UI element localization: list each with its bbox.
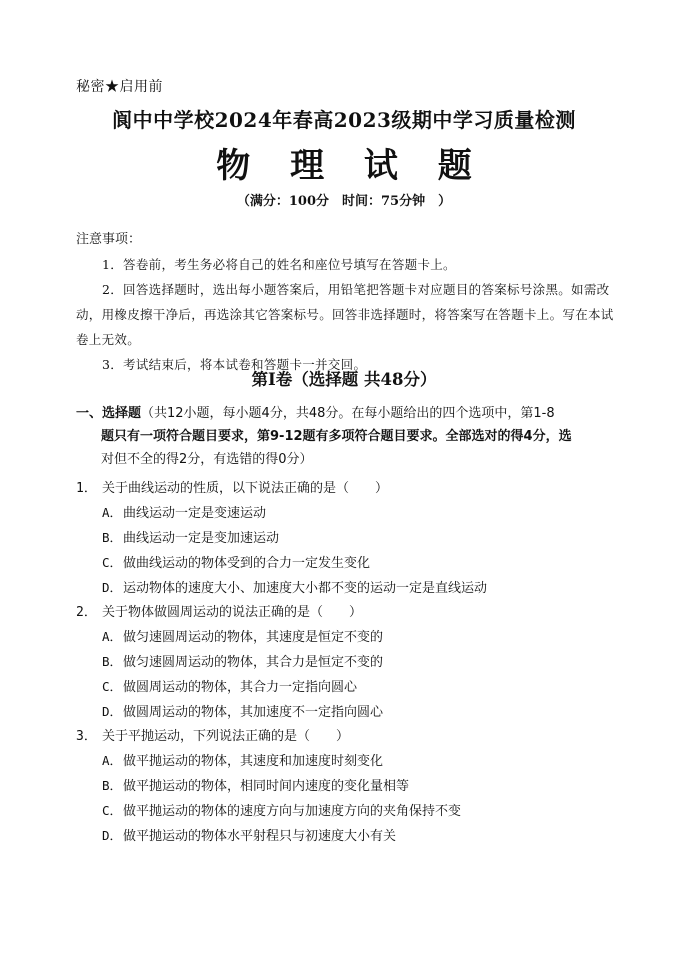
option-label: A． (102, 505, 123, 520)
notes-item: 2．回答选择题时，选出每小题答案后，用铅笔把答题卡对应题目的答案标号涂黑。如需改动，用橡皮擦干净后，再选涂其它答案标号。回答非选择题时，将答案写在答题卡上。写在本试卷上无效。 (76, 282, 614, 347)
notes-block (76, 227, 616, 377)
option-text: 曲线运动一定是变速运动 (123, 506, 267, 521)
option-text: 做平抛运动的物体的速度方向与加速度方向的夹角保持不变 (123, 804, 462, 819)
subject-title: 物 理 试 题 (216, 146, 486, 186)
option-text: 做平抛运动的物体，相同时间内速度的变化量相等 (123, 779, 410, 794)
option-b (76, 650, 621, 675)
option-label: B． (102, 778, 123, 793)
notes-item: 3．考试结束后，将本试卷和答题卡一并交回。 (102, 357, 367, 372)
notes-heading: 注意事项： (76, 232, 142, 247)
section-line: 对但不全的得2分，有选错的得0分） (101, 452, 313, 467)
question-number: 3． (76, 729, 97, 744)
question-stem (76, 477, 621, 501)
school-exam-title: 阆中中学校2024年春高2023级期中学习质量检测 (112, 108, 576, 132)
option-c (76, 551, 621, 576)
question-item (76, 477, 621, 601)
question-number: 2． (76, 605, 97, 620)
option-c (76, 675, 621, 700)
part-title: 第Ⅰ卷（选择题 共48分） (251, 370, 437, 389)
option-text: 运动物体的速度大小、加速度大小都不变的运动一定是直线运动 (123, 581, 488, 596)
section-lead: 一、选择题 (76, 406, 142, 421)
question-list (76, 477, 621, 849)
option-label: D． (102, 580, 123, 595)
question-text: 关于平抛运动，下列说法正确的是（ ） (102, 729, 350, 744)
question-text: 关于曲线运动的性质，以下说法正确的是（ ） (102, 481, 389, 496)
section-line (76, 402, 621, 425)
option-c (76, 799, 621, 824)
confidential-label: 秘密★启用前 (76, 79, 163, 95)
question-item (76, 601, 621, 725)
option-text: 曲线运动一定是变加速运动 (123, 531, 280, 546)
option-d (76, 824, 621, 849)
notes-item: 1．答卷前，考生务必将自己的姓名和座位号填写在答题卡上。 (102, 257, 456, 272)
option-label: A． (102, 629, 123, 644)
question-stem (76, 601, 621, 625)
option-b (76, 526, 621, 551)
section-line: 题只有一项符合题目要求，第9-12题有多项符合题目要求。全部选对的得4分，选 (101, 429, 572, 444)
option-label: C． (102, 679, 123, 694)
option-label: D． (102, 828, 123, 843)
option-label: B． (102, 530, 123, 545)
question-stem (76, 725, 621, 749)
question-item (76, 725, 621, 849)
option-label: D． (102, 704, 123, 719)
exam-info: （满分：100分 时间：75分钟 ） (236, 194, 452, 209)
option-a (76, 625, 621, 650)
option-text: 做圆周运动的物体，其加速度不一定指向圆心 (123, 705, 384, 720)
option-text: 做匀速圆周运动的物体，其速度是恒定不变的 (123, 630, 384, 645)
option-d (76, 700, 621, 725)
option-text: 做曲线运动的物体受到的合力一定发生变化 (123, 556, 371, 571)
section-text: （共12小题，每小题4分，共48分。在每小题给出的四个选项中，第1-8 (141, 406, 555, 421)
question-text: 关于物体做圆周运动的说法正确的是（ ） (102, 605, 363, 620)
option-text: 做平抛运动的物体水平射程只与初速度大小有关 (123, 829, 397, 844)
option-d (76, 576, 621, 601)
option-a (76, 501, 621, 526)
section-instructions (76, 402, 621, 471)
option-text: 做匀速圆周运动的物体，其合力是恒定不变的 (123, 655, 384, 670)
question-number: 1． (76, 481, 97, 496)
option-label: C． (102, 555, 123, 570)
option-label: C． (102, 803, 123, 818)
option-a (76, 749, 621, 774)
option-text: 做平抛运动的物体，其速度和加速度时刻变化 (123, 754, 384, 769)
option-text: 做圆周运动的物体，其合力一定指向圆心 (123, 680, 358, 695)
option-label: A． (102, 753, 123, 768)
option-b (76, 774, 621, 799)
option-label: B． (102, 654, 123, 669)
